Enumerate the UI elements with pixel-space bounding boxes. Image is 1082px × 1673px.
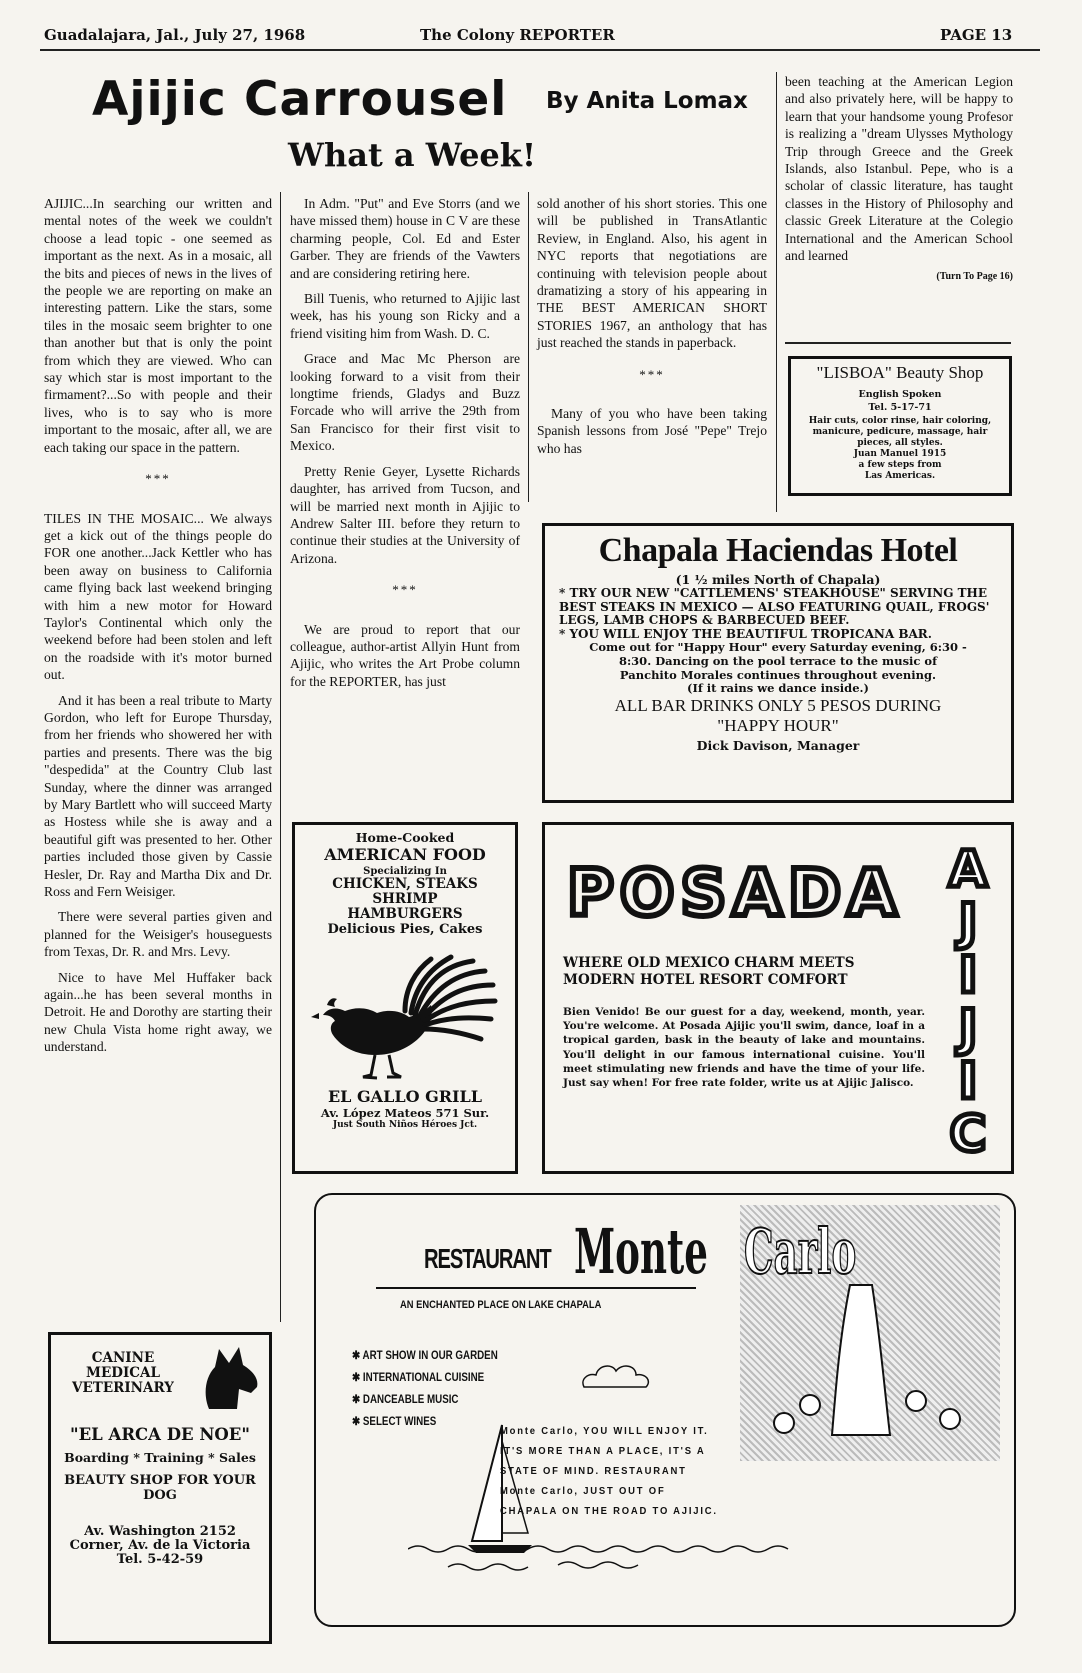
ad-body: Bien Venido! Be our guest for a day, weekend, month, year. You're welcome. At Posada Ajijic you'll swim, dance, loaf in a tropical garden, bask in the beauty of lake and mountains. You'll delight in our famous international cuisine. You'll meet stimulating new friends and have the time of your life. Just say when! For free rate folder, write us at Ajijic Jalisco. (563, 1006, 925, 1090)
rule (785, 342, 1011, 344)
slogan-line: IT'S MORE THAN A PLACE, IT'S A (500, 1445, 706, 1457)
header-rule (40, 49, 1040, 51)
ad-subtitle: (1 ½ miles North of Chapala) (675, 572, 881, 587)
list-item: ✱ DANCEABLE MUSIC (352, 1394, 459, 1406)
ad-line: VETERINARY (72, 1380, 174, 1396)
slogan-line: CHAPALA ON THE ROAD TO AJIJIC. (500, 1505, 718, 1517)
byline: By Anita Lomax (546, 88, 748, 114)
ad-slogan (500, 1421, 718, 1521)
section-break: *** (392, 582, 418, 598)
column-rule-2 (528, 192, 529, 502)
posada-logo-text: POSADA (567, 857, 903, 927)
paper-name: The Colony REPORTER (420, 26, 615, 44)
ad-headline: WHERE OLD MEXICO CHARM MEETS MODERN HOTEL RESORT COMFORT (563, 955, 855, 988)
ad-carlo-word: Carlo (744, 1215, 857, 1288)
paragraph: There were several parties given and planned for the Weisiger's houseguests from Texas, Dr. R. and Mrs. Levy. (44, 909, 272, 960)
ad-line: "HAPPY HOUR" (717, 715, 839, 735)
list-item: ✱ ART SHOW IN OUR GARDEN (352, 1350, 498, 1362)
paragraph: We are proud to report that our colleague, author-artist Allyin Hunt from Ajijic, who writes the Art Probe column for the REPORTER, has just (290, 621, 520, 689)
paragraph: been teaching at the American Legion and also privately here, will be happy to learn that your handsome young Profesor is realizing a "dream Ulysses Mythology Trip through Greece and the Greek Islands, also Istanbul. Pepe, who is a scholar of classic literature, has taught classes in the History of Philosophy and classic Greek Literature at the Colegio International and the American School and learned (785, 74, 1013, 264)
list-item: ✱ INTERNATIONAL CUISINE (352, 1372, 485, 1384)
ad-line: (If it rains we dance inside.) (687, 681, 869, 696)
ad-line: CHICKEN, STEAKS (332, 876, 478, 892)
ad-line: a few steps from (858, 460, 942, 470)
list-item-label: ART SHOW IN OUR GARDEN (362, 1350, 498, 1362)
ad-address: Av. Washington 2152 (84, 1524, 236, 1539)
ad-line: Home-Cooked (355, 830, 455, 845)
ad-chapala-haciendas (542, 523, 1014, 803)
headline-subtitle: What a Week! (288, 136, 536, 174)
ad-line: Specializing In (363, 866, 447, 877)
ad-line: Hair cuts, color rinse, hair coloring, manicure, pedicure, massage, hair pieces, all styles. (808, 416, 992, 448)
paragraph: In Adm. "Put" and Eve Storrs (and we have missed them) house in C V are these charming people, Col. Ed and Ester Garber. They are friends of the Vawters and are considering retiring here. (290, 196, 520, 281)
paragraph: Nice to have Mel Huffaker back again...he has been several months in Detroit. He and Dorothy are starting their new Chula Vista home right away, we understand. (44, 969, 272, 1055)
ad-line: Las Americas. (864, 471, 936, 481)
ad-phone: Tel. 5-42-59 (116, 1552, 204, 1567)
section-break: *** (639, 366, 665, 382)
logo-letter: J (958, 893, 978, 951)
article-column-2 (290, 195, 520, 698)
ad-tagline: AN ENCHANTED PLACE ON LAKE CHAPALA (400, 1299, 602, 1311)
ad-line: HAMBURGERS (347, 906, 463, 922)
paragraph: Grace and Mac Mc Pherson are looking forward to a visit from their longtime friends, Gladys and Buzz Forcade who will arrive the 29th from San Francisco for their first visit to Mexico. (290, 351, 520, 454)
ad-line: MEDICAL (86, 1365, 160, 1381)
dateline: Guadalajara, Jal., July 27, 1968 (44, 26, 306, 44)
ad-monte-carlo (314, 1193, 1016, 1627)
ad-line: Boarding * Training * Sales (64, 1450, 256, 1465)
paragraph: Bill Tuenis, who returned to Ajijic last week, has his young son Ricky and a friend visiting him from Wash. D. C. (290, 291, 520, 341)
ad-line: BEAUTY SHOP FOR YOUR DOG (64, 1473, 256, 1503)
ad-line: CANINE (91, 1350, 155, 1366)
rooster-icon (305, 951, 505, 1081)
paragraph: Many of you who have been taking Spanish lessons from José "Pepe" Trejo who has (537, 406, 767, 456)
water-waves-icon (408, 1539, 828, 1579)
ad-line: ALL BAR DRINKS ONLY 5 PESOS DURING (614, 695, 942, 715)
ad-title: Chapala Haciendas Hotel (598, 532, 958, 569)
slogan-line: Monte Carlo, JUST OUT OF (500, 1485, 666, 1497)
article-column-1 (44, 195, 272, 1064)
column-rule-1 (280, 192, 281, 1322)
posada-logo (567, 857, 927, 927)
ad-line: Delicious Pies, Cakes (327, 922, 483, 937)
cloud-icon (578, 1355, 658, 1395)
slogan-line: Monte Carlo, YOU WILL ENJOY IT. (500, 1425, 709, 1437)
logo-letter: C (949, 1105, 987, 1163)
ad-name: EL GALLO GRILL (327, 1087, 483, 1106)
list-item-label: INTERNATIONAL CUISINE (362, 1372, 485, 1384)
ad-line: SHRIMP (372, 891, 438, 907)
paragraph: TILES IN THE MOSAIC... We always get a kick out of the things people do FOR one another...Jack Kettler who has been away on business to California came flying back last weekend bringing with him a new motor for Howard Taylor's Continental which only the weekend before had been stolen and left on the roadside with it's motor burned out. (44, 510, 272, 683)
ad-line: * YOU WILL ENJOY THE BEAUTIFUL TROPICANA BAR. (559, 626, 932, 641)
continued-note: (Turn To Page 16) (936, 271, 1013, 283)
ad-el-gallo-grill (292, 822, 518, 1174)
ad-line: English Spoken (858, 389, 942, 400)
ad-monte-word: Monte (574, 1215, 708, 1288)
slogan-line: STATE OF MIND. RESTAURANT (500, 1465, 687, 1477)
paragraph: And it has been a real tribute to Marty Gordon, who left for Europe Thursday, from her friends who showered her with parties and presents. There was the big "despedida" at the Country Club last Sunday, where the dinner was arranged by Mary Bartlett who will succeed Marty as Hostess while she is away and a beautiful gift was presented to her. Other parties included those given by Cassie Hesler, Dr. Ray and Martha Dix and Dr. Ross and Fern Weisiger. (44, 692, 272, 900)
ad-header (59, 1343, 261, 1415)
paragraph: AJIJIC...In searching our written and mental notes of the week we couldn't choose a lead topic - one seemed as important as the next. As in a mosaic, all the bits and pieces of news in the lives of the people we are reporting on make an interesting pattern. Like the stars, some tiles in the mosaic seem brighter to one than another but that is only the point from which they are viewed. Who can say which star is most important to the firmament?...So with people and their lives, who is to say who is more important to the mosaic, after all, we are each taking our space in the pattern. (44, 196, 272, 455)
ad-line: Come out for "Happy Hour" every Saturday evening, 6:30 - 8:30. Dancing on the pool terrace to the music of Panchito Morales continues throughout evening. (589, 640, 967, 682)
ad-line: "EL ARCA DE NOE" (70, 1425, 250, 1444)
list-item-label: DANCEABLE MUSIC (362, 1394, 459, 1406)
ad-canine-veterinary (48, 1332, 272, 1644)
logo-letter: J (958, 999, 978, 1057)
ad-phone: Tel. 5-17-71 (868, 402, 932, 413)
ad-feature-list (352, 1345, 498, 1433)
ad-lisboa (788, 356, 1012, 496)
column-rule-3 (776, 72, 777, 512)
logo-letter: I (958, 946, 978, 1004)
ad-line: * TRY OUR NEW "CATTLEMENS' STEAKHOUSE" SERVING THE BEST STEAKS IN MEXICO — ALSO FEATURING QUAIL, FROGS' LEGS, LAMB CHOPS & BARBECUED BEEF. (559, 586, 990, 628)
ad-address: Juan Manuel 1915 (853, 449, 947, 459)
ad-posada-ajijic (542, 822, 1014, 1174)
ad-address: Corner, Av. de la Victoria (69, 1538, 251, 1553)
paragraph: sold another of his short stories. This one will be published in TransAtlantic Review, in England. Also, his agent in NYC reports that negotiations are continuing with television people about dramatizing a story of his appearing in THE BEST AMERICAN SHORT STORIES 1967, an anthology that has just reached the stands in paperback. (537, 196, 767, 351)
dog-icon (199, 1343, 263, 1413)
headline-title: Ajijic Carrousel (92, 72, 508, 127)
section-break: *** (145, 471, 171, 487)
ad-address: Av. López Mateos 571 Sur. (320, 1106, 490, 1120)
list-item-label: SELECT WINES (362, 1416, 437, 1428)
logo-letter: A (948, 840, 988, 898)
article-column-4 (785, 73, 1013, 286)
list-item: ✱ SELECT WINES (352, 1416, 437, 1428)
page-number: PAGE 13 (940, 26, 1013, 44)
ajijic-vertical-logo (933, 840, 1003, 1163)
ad-manager: Dick Davison, Manager (696, 737, 860, 753)
article-column-3 (537, 195, 767, 465)
ad-line: AMERICAN FOOD (324, 845, 486, 864)
ad-restaurant-label: RESTAURANT (424, 1243, 551, 1274)
ad-address: Just South Niños Héroes Jct. (332, 1120, 478, 1130)
logo-letter: I (958, 1052, 978, 1110)
paragraph: Pretty Renie Geyer, Lysette Richards daughter, has arrived from Tucson, and will be married next month in Ajijic to Andrew Salter III. before they return to continue their studies at the University of Arizona. (290, 463, 520, 566)
ad-lisboa-name: "LISBOA" Beauty Shop (816, 363, 984, 382)
